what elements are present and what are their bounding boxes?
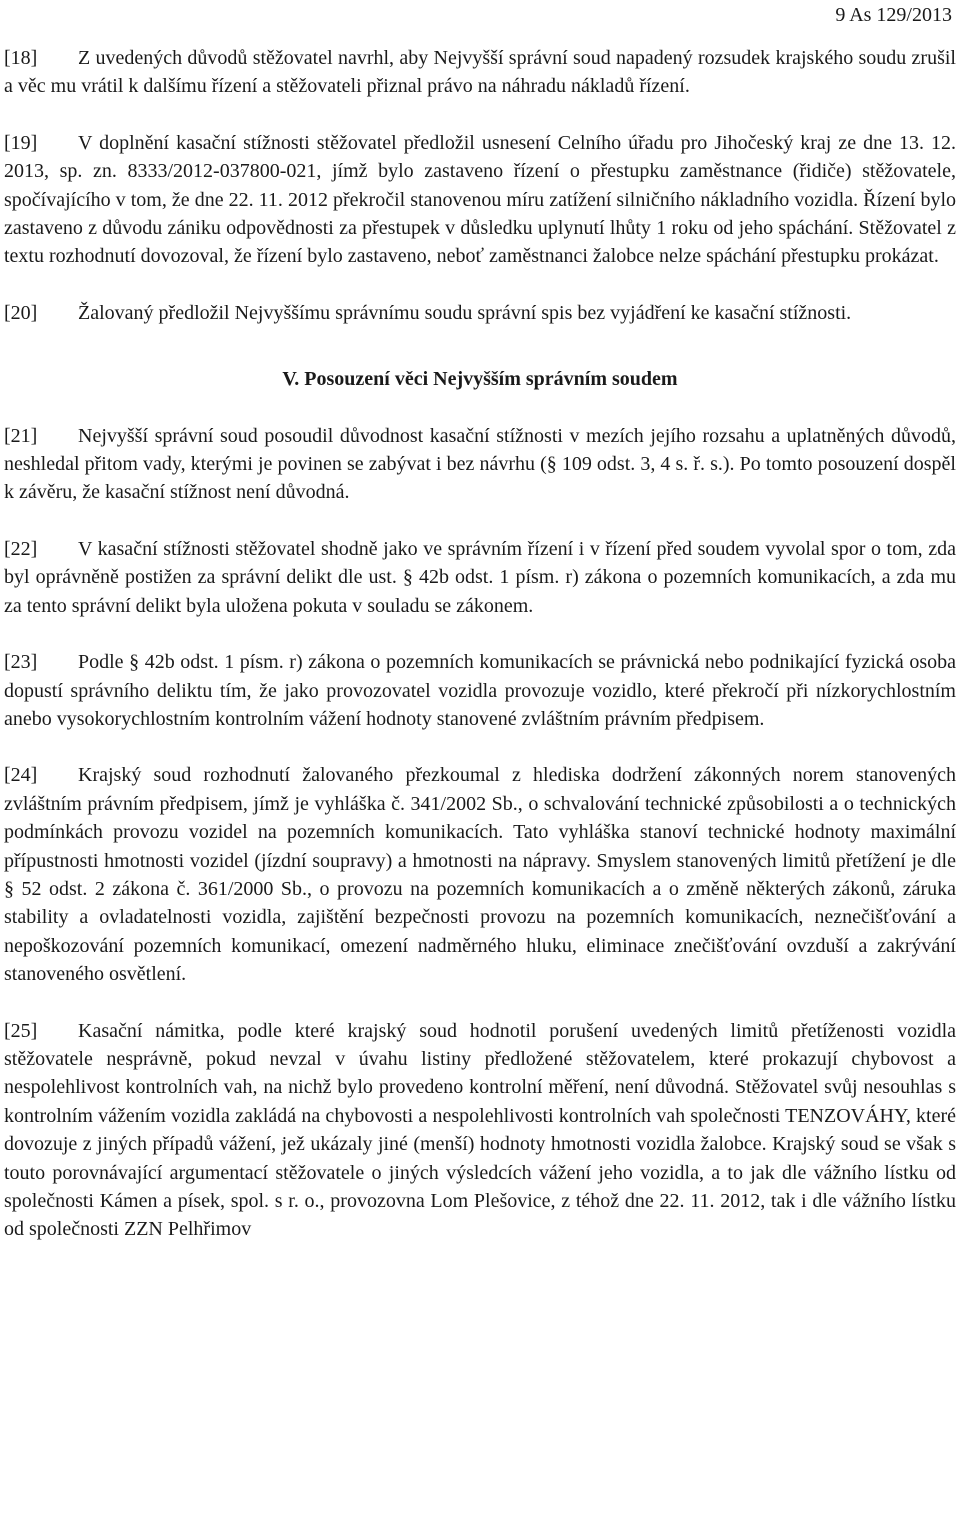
paragraph-number: [25]	[4, 1019, 38, 1042]
paragraph-number: [20]	[4, 301, 38, 324]
document-body	[4, 44, 956, 1272]
paragraph-text: Z uvedených důvodů stěžovatel navrhl, aby Nejvyšší správní soud napadený rozsudek krajského soudu zrušil a věc mu vrátil k dalšímu řízení a stěžovateli přiznal právo na náhradu nákladů řízení.	[4, 47, 956, 98]
paragraph-number: [24]	[4, 764, 38, 787]
section-number: V.	[282, 368, 300, 391]
paragraph-25	[4, 1017, 956, 1244]
paragraph-19	[4, 129, 956, 271]
paragraph-22	[4, 535, 956, 620]
paragraph-number: [22]	[4, 537, 38, 560]
section-heading	[4, 365, 956, 393]
paragraph-18	[4, 44, 956, 101]
case-number: 9 As 129/2013	[835, 4, 952, 26]
paragraph-text: V kasační stížnosti stěžovatel shodně jako ve správním řízení i v řízení před soudem vyvolal spor o tom, zda byl oprávněně postižen za správní delikt dle ust. § 42b odst. 1 písm. r) zákona o pozemních komunikacích, a zda mu za tento správní delikt byla uložena pokuta v souladu se zákonem.	[4, 537, 956, 617]
paragraph-number: [18]	[4, 47, 38, 69]
paragraph-20	[4, 299, 956, 327]
paragraph-text: Krajský soud rozhodnutí žalovaného přezkoumal z hlediska dodržení zákonných norem stanovených zvláštním právním předpisem, jímž je vyhláška č. 341/2002 Sb., o schvalování technické způsobilosti a o technických podmínkách provozu vozidel na pozemních komunikacích. Tato vyhláška stanoví technické hodnoty maximální přípustnosti hmotnosti vozidel (jízdní soupravy) a hmotnosti na nápravy. Smyslem stanovených limitů přetížení je dle § 52 odst. 2 zákona č. 361/2000 Sb., o provozu na pozemních komunikacích a o změně některých zákonů, záruka stability a ovladatelnosti vozidla, zajištění bezpečnosti provozu na pozemních komunikacích, neznečišťování a nepoškozování pozemních komunikací, omezení nadměrného hluku, eliminace znečišťování ovzduší a zakrývání stanoveného osvětlení.	[4, 764, 956, 986]
paragraph-number: [19]	[4, 131, 38, 154]
paragraph-text: Kasační námitka, podle které krajský soud hodnotil porušení uvedených limitů přetíženosti vozidla stěžovatele nesprávně, pokud nevzal v úvahu listiny předložené stěžovatelem, které prokazují chybovost a nespolehlivost kontrolních vah, na nichž bylo provedeno kontrolní měření, není důvodná. Stěžovatel svůj nesouhlas s kontrolním vážením vozidla zakládá na chybovosti a nespolehlivosti kontrolních vah společnosti TENZOVÁHY, které dovozuje z jiných případů vážení, jež ukázaly jiné (menší) hodnoty hmotnosti vozidla žalobce. Krajský soud se však s touto porovnávající argumentací stěžovatele o jiných výsledcích vážení jeho vozidla, a to jak dle vážního lístku od společnosti Kámen a písek, spol. s r. o., provozovna Lom Plešovice, z téhož dne 22. 11. 2012, tak i dle vážního lístku od společnosti ZZN Pelhřimov	[4, 1019, 956, 1241]
paragraph-number: [21]	[4, 424, 38, 447]
paragraph-number: [23]	[4, 651, 38, 674]
section-title: Posouzení věci Nejvyšším správním soudem	[304, 368, 678, 391]
paragraph-text: Podle § 42b odst. 1 písm. r) zákona o pozemních komunikacích se právnická nebo podnikající fyzická osoba dopustí správního deliktu tím, že jako provozovatel vozidla provozuje vozidlo, které překročí při nízkorychlostním anebo vysokorychlostním kontrolním vážení hodnoty stanovené zvláštním právním předpisem.	[4, 651, 956, 730]
paragraph-text: V doplnění kasační stížnosti stěžovatel předložil usnesení Celního úřadu pro Jihočeský kraj ze dne 13. 12. 2013, sp. zn. 8333/2012-037800-021, jímž bylo zastaveno řízení o přestupku zaměstnance (řidiče) stěžovatele, spočívajícího v tom, že dne 22. 11. 2012 překročil stanovenou míru zatížení silničního nákladního vozidla. Řízení bylo zastaveno z důvodu zániku odpovědnosti za přestupek v důsledku uplynutí lhůty 1 roku od jeho spáchání. Stěžovatel z textu rozhodnutí dovozoval, že řízení bylo zastaveno, neboť zaměstnanci žalobce nelze spáchání přestupku prokázat.	[4, 131, 956, 268]
paragraph-23	[4, 648, 956, 733]
paragraph-24	[4, 761, 956, 988]
paragraph-text: Nejvyšší správní soud posoudil důvodnost kasační stížnosti v mezích jejího rozsahu a uplatněných důvodů, neshledal přitom vady, kterými je povinen se zabývat i bez návrhu (§ 109 odst. 3, 4 s. ř. s.). Po tomto posouzení dospěl k závěru, že kasační stížnost není důvodná.	[4, 424, 956, 504]
paragraph-text: Žalovaný předložil Nejvyššímu správnímu soudu správní spis bez vyjádření ke kasační stížnosti.	[78, 301, 852, 324]
paragraph-21	[4, 422, 956, 507]
